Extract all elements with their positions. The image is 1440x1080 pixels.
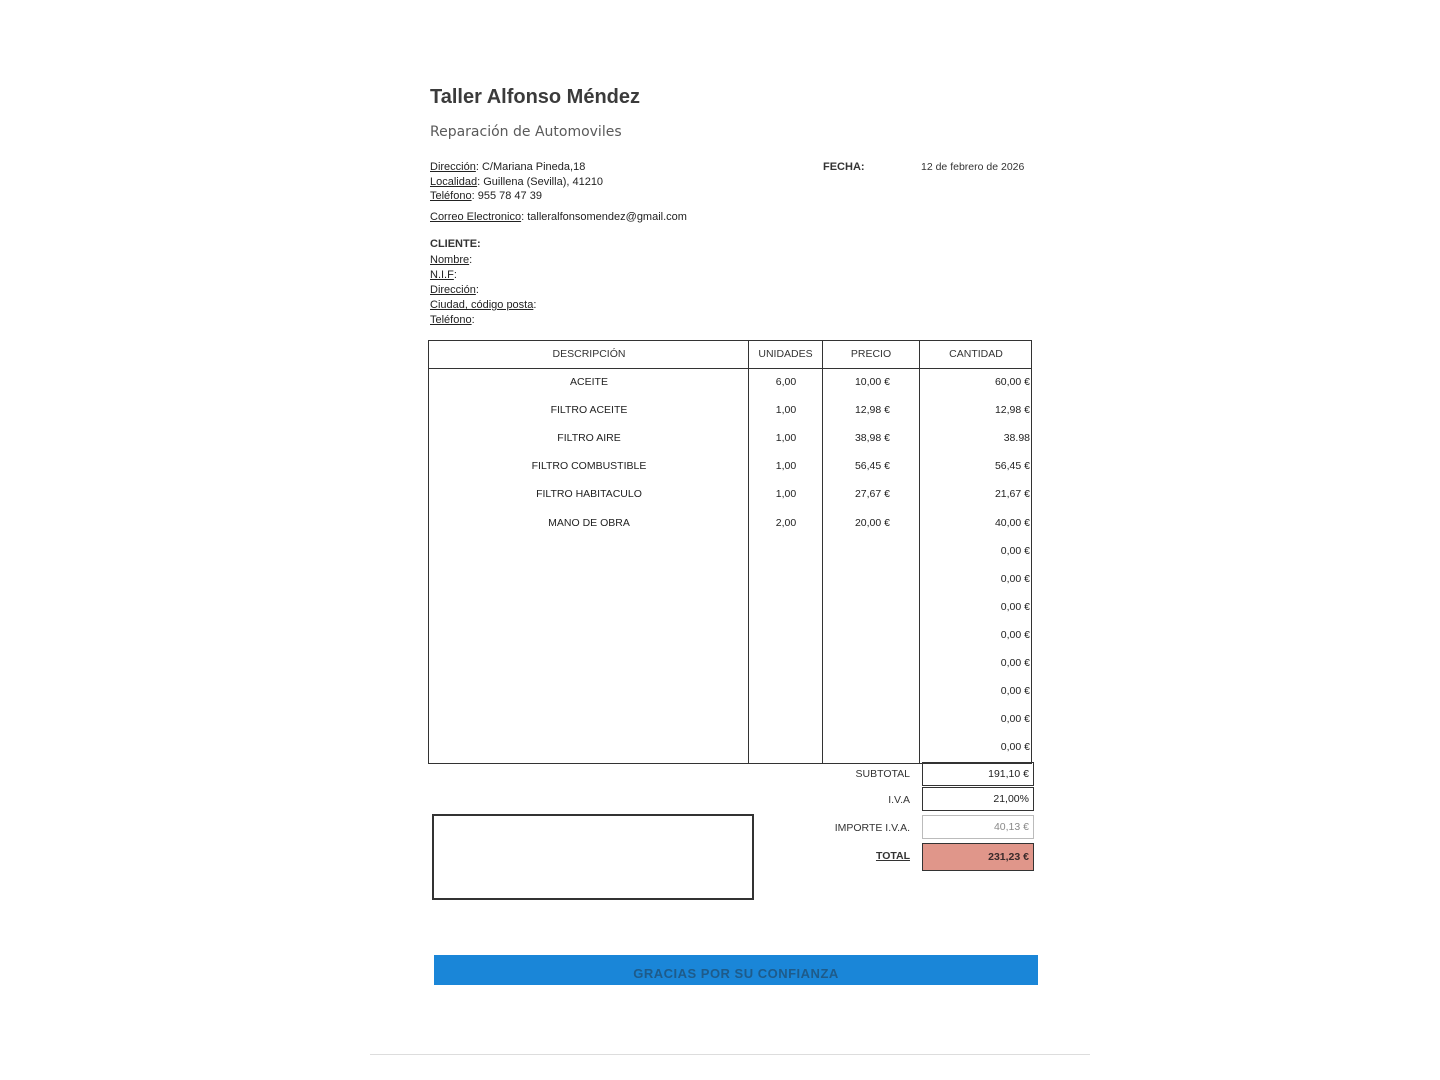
row-units: 1,00 [775, 460, 797, 472]
row-price: 10,00 € [854, 376, 890, 388]
row-quantity: 0,00 € [1000, 573, 1030, 585]
client-city-label: Ciudad, código posta [430, 299, 534, 311]
client-phone-value: : [471, 314, 475, 326]
row-description: FILTRO HABITACULO [536, 488, 642, 500]
total-label: TOTAL [875, 850, 910, 862]
row-price: 27,67 € [854, 488, 890, 500]
row-quantity: 0,00 € [1000, 601, 1030, 613]
email-label: Correo Electronico [430, 211, 522, 223]
locality-label: Localidad [430, 176, 478, 188]
table-divider-qty [919, 340, 920, 764]
row-quantity: 12,98 € [994, 404, 1030, 416]
date-value: 12 de febrero de 2026 [921, 161, 1025, 173]
client-nif-value: : [453, 269, 457, 281]
row-units: 2,00 [775, 517, 797, 529]
client-nif-label: N.I.F [430, 269, 454, 281]
subtotal-label: SUBTOTAL [855, 768, 910, 780]
thanks-banner [434, 955, 1038, 985]
row-quantity: 38.98 [1003, 432, 1030, 444]
subtotal-value: 191,10 € [922, 762, 1034, 786]
client-address-value: : [475, 284, 479, 296]
phone-label: Teléfono [430, 190, 472, 202]
table-divider-units [748, 340, 749, 764]
row-units: 1,00 [775, 488, 797, 500]
company-email [430, 210, 687, 224]
client-city [430, 298, 536, 312]
table-divider-price [822, 340, 823, 764]
address-value: : C/Mariana Pineda,18 [475, 161, 586, 173]
company-title: Taller Alfonso Méndez [430, 86, 641, 108]
client-name [430, 253, 472, 267]
row-quantity: 0,00 € [1000, 685, 1030, 697]
row-quantity: 0,00 € [1000, 713, 1030, 725]
table-header-rule [428, 368, 1032, 369]
page-bottom-rule [370, 1054, 1090, 1055]
row-units: 1,00 [775, 404, 797, 416]
client-address [430, 283, 479, 297]
client-name-label: Nombre [430, 254, 470, 266]
row-description: ACEITE [570, 376, 608, 388]
iva-amount-value: 40,13 € [922, 815, 1034, 839]
total-value: 231,23 € [922, 843, 1034, 871]
iva-value: 21,00% [922, 787, 1034, 811]
row-price: 38,98 € [854, 432, 890, 444]
date-label: FECHA: [823, 161, 865, 173]
row-units: 6,00 [775, 376, 797, 388]
company-phone [430, 189, 542, 203]
locality-value: : Guillena (Sevilla), 41210 [477, 176, 604, 188]
row-quantity: 21,67 € [994, 488, 1030, 500]
header-units: UNIDADES [758, 348, 813, 360]
row-description: FILTRO ACEITE [550, 404, 628, 416]
iva-label: I.V.A [888, 794, 910, 806]
company-locality [430, 175, 603, 189]
company-subtitle: Reparación de Automoviles [430, 124, 622, 140]
client-phone [430, 313, 475, 327]
header-description: DESCRIPCIÓN [552, 348, 626, 360]
row-quantity: 40,00 € [994, 517, 1030, 529]
client-city-value: : [533, 299, 537, 311]
row-quantity: 60,00 € [994, 376, 1030, 388]
row-description: MANO DE OBRA [548, 517, 630, 529]
row-description: FILTRO AIRE [557, 432, 621, 444]
row-quantity: 0,00 € [1000, 657, 1030, 669]
client-name-value: : [469, 254, 473, 266]
address-label: Dirección [430, 161, 476, 173]
iva-amount-label: IMPORTE I.V.A. [834, 822, 910, 834]
row-quantity: 0,00 € [1000, 741, 1030, 753]
client-heading: CLIENTE: [430, 238, 481, 250]
row-units: 1,00 [775, 432, 797, 444]
company-address [430, 160, 585, 174]
row-quantity: 0,00 € [1000, 629, 1030, 641]
row-price: 56,45 € [854, 460, 890, 472]
email-value: : talleralfonsomendez@gmail.com [521, 211, 687, 223]
client-address-label: Dirección [430, 284, 476, 296]
notes-box [432, 814, 754, 900]
client-nif [430, 268, 457, 282]
phone-value: : 955 78 47 39 [471, 190, 542, 202]
row-quantity: 0,00 € [1000, 545, 1030, 557]
row-description: FILTRO COMBUSTIBLE [531, 460, 647, 472]
row-price: 12,98 € [854, 404, 890, 416]
header-price: PRECIO [850, 348, 892, 360]
header-quantity: CANTIDAD [949, 348, 1003, 360]
thanks-text: GRACIAS POR SU CONFIANZA [633, 966, 839, 981]
row-quantity: 56,45 € [994, 460, 1030, 472]
client-phone-label: Teléfono [430, 314, 472, 326]
row-price: 20,00 € [854, 517, 890, 529]
